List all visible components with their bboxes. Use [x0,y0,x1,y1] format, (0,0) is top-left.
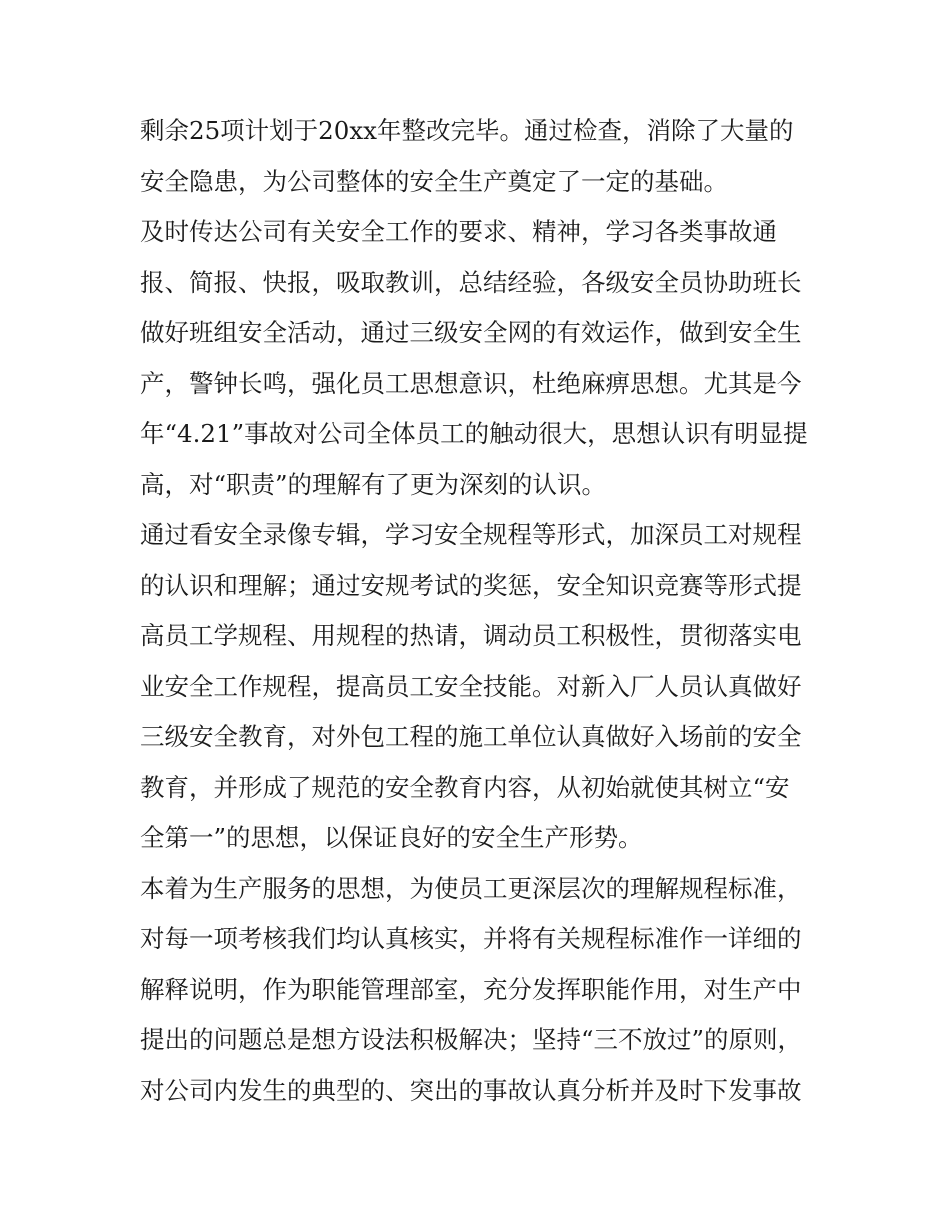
document-body [140,106,820,1116]
text-line: 报、简报、快报，吸取教训，总结经验，各级安全员协助班长 [140,267,802,297]
text-line: 高员工学规程、用规程的热请，调动员工积极性，贯彻落实电 [140,621,802,650]
text-line: 年“4.21”事故对公司全体员工的触动很大，思想认识有明显提 [140,419,808,448]
text-line: 及时传达公司有关安全工作的要求、精神，学习各类事故通 [140,217,777,246]
text-line: 提出的问题总是想方设法积极解决；坚持“三不放过”的原则， [140,1025,803,1054]
text-line: 教育，并形成了规范的安全教育内容，从初始就使其树立“安 [140,772,790,802]
text-line: 安全隐患，为公司整体的安全生产奠定了一定的基础。 [140,166,728,196]
text-line: 高，对“职责”的理解有了更为深刻的认识。 [140,469,607,499]
text-line: 做好班组安全活动，通过三级安全网的有效运作，做到安全生 [140,318,802,347]
text-line: 通过看安全录像专辑，学习安全规程等形式，加深员工对规程 [140,520,802,549]
text-line: 的认识和理解；通过安规考试的奖惩，安全知识竞赛等形式提 [140,570,802,600]
text-line: 三级安全教育，对外包工程的施工单位认真做好入场前的安全 [140,722,802,751]
text-line: 剩余25项计划于20xx年整改完毕。通过检查，消除了大量的 [140,116,794,145]
text-line: 对每一项考核我们均认真核实，并将有关规程标准作一详细的 [140,924,802,953]
text-line: 业安全工作规程，提高员工安全技能。对新入厂人员认真做好 [140,671,802,701]
text-line: 产，警钟长鸣，强化员工思想意识，杜绝麻痹思想。尤其是今 [140,368,802,398]
text-line: 解释说明，作为职能管理部室，充分发挥职能作用，对生产中 [140,974,802,1004]
text-line: 本着为生产服务的思想，为使员工更深层次的理解规程标准， [140,873,802,903]
text-line: 对公司内发生的典型的、突出的事故认真分析并及时下发事故 [140,1075,802,1105]
text-line: 全第一”的思想，以保证良好的安全生产形势。 [140,823,643,852]
